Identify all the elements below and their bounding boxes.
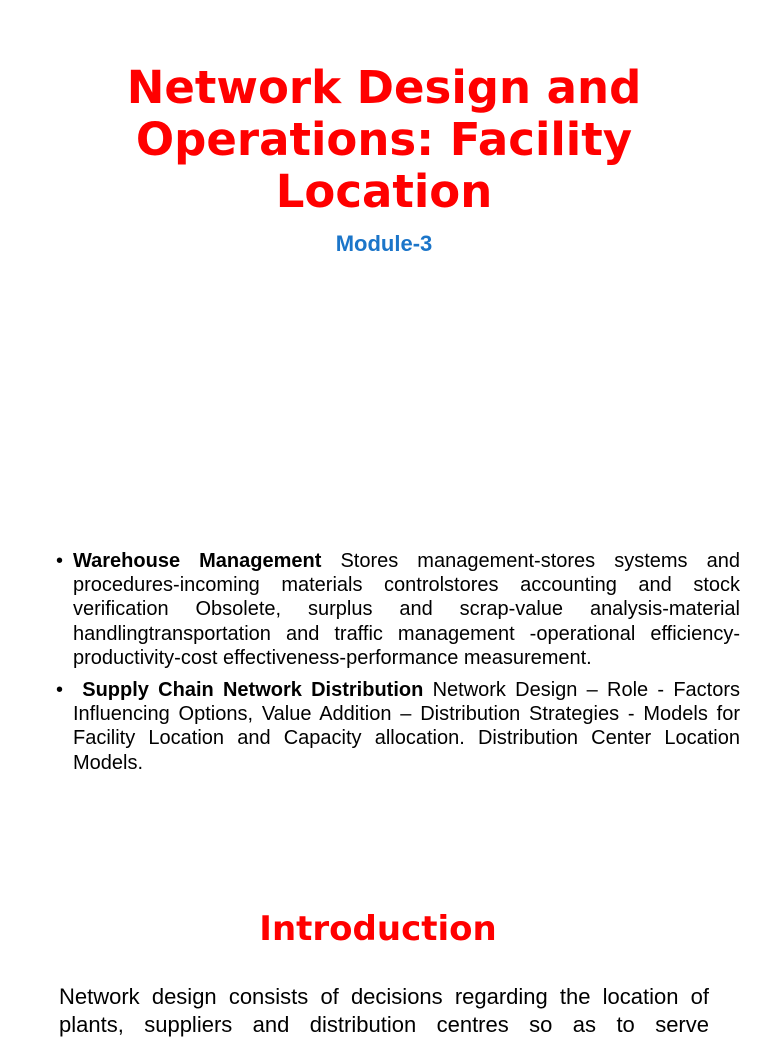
bullet-text: Stores management-stores systems and procedures-incoming materials controlstores accounting and stock verification Obsolete, surplus and scrap-value analysis-material handlingtransportation and traffic management -operational efficiency-productivity-cost effectiveness-performance measurement. bbox=[73, 550, 740, 669]
bullet-text: Network Design – Role - Factors Influencing Options, Value Addition – Distribution Strategies - Models for Facility Location and Capacity allocation. Distribution Center Location Models. bbox=[73, 679, 740, 774]
bullet-heading: Warehouse Management bbox=[73, 550, 322, 572]
section-heading-introduction: Introduction bbox=[259, 909, 497, 949]
bullet-marker: • bbox=[56, 679, 64, 702]
bullet-item-supply-chain-network-distribution bbox=[56, 678, 740, 775]
intro-paragraph: Network design consists of decisions regarding the location of plants, suppliers and distribution centres so as to serve bbox=[59, 984, 709, 1037]
slide-title: Network Design and Operations: Facility Location bbox=[126, 61, 642, 218]
slide-subtitle: Module-3 bbox=[335, 231, 433, 256]
bullet-item-warehouse-management bbox=[56, 549, 740, 670]
bullet-heading: Supply Chain Network Distribution bbox=[82, 679, 424, 702]
topic-bullet-list bbox=[56, 549, 740, 783]
bullet-marker: • bbox=[56, 550, 64, 572]
